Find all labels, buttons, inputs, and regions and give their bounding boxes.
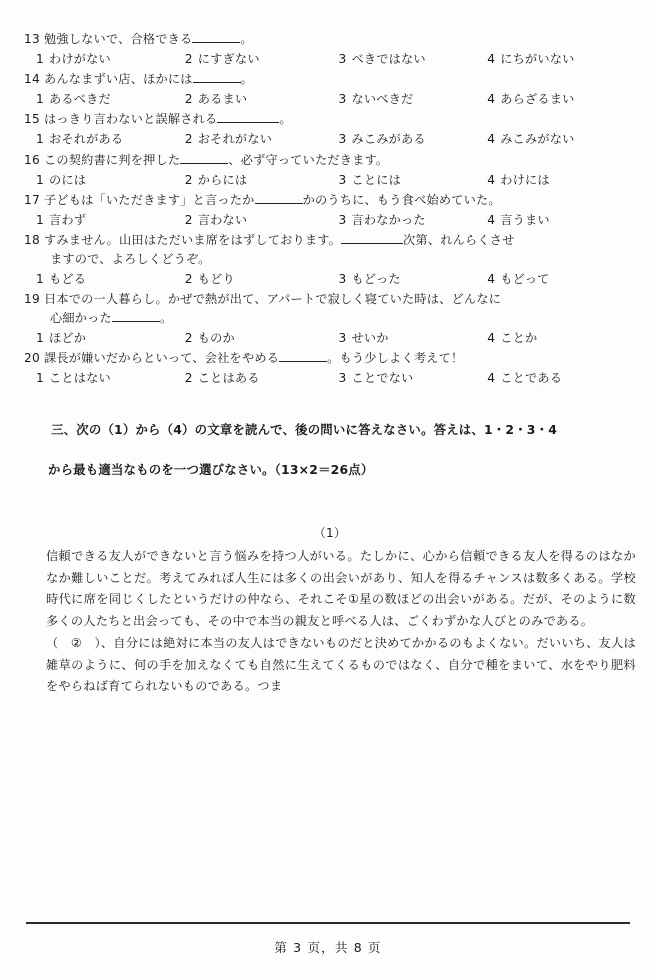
choice-index: 1 xyxy=(36,92,44,107)
choice-option[interactable] xyxy=(36,171,185,189)
choice-option[interactable] xyxy=(36,130,185,148)
stem-tail: 。 xyxy=(159,311,173,326)
choice-text: ほどか xyxy=(49,330,87,345)
choice-index: 3 xyxy=(338,132,347,147)
choice-option[interactable] xyxy=(185,50,339,68)
stem-tail: 。 xyxy=(240,32,253,46)
choice-text: ことはある xyxy=(197,371,260,386)
choice-option[interactable] xyxy=(487,270,636,288)
choice-index: 2 xyxy=(184,330,193,345)
choice-text: もどる xyxy=(49,271,87,286)
section-heading-line1: 三、次の（1）から（4）の文章を読んで、後の問いに答えなさい。答えは、1・2・3・4 xyxy=(51,421,558,437)
choice-option[interactable] xyxy=(36,329,185,347)
choice-text: わけには xyxy=(500,172,550,187)
choice-row xyxy=(24,369,636,387)
choice-index: 1 xyxy=(36,330,44,345)
answer-blank xyxy=(255,203,303,204)
question-14 xyxy=(24,70,636,108)
choice-option[interactable] xyxy=(185,369,339,387)
question-18 xyxy=(24,231,636,288)
choice-index: 2 xyxy=(184,51,193,66)
question-13 xyxy=(24,30,636,68)
choice-text: 言わず xyxy=(49,212,87,227)
choice-index: 1 xyxy=(36,51,44,66)
choice-index: 4 xyxy=(487,172,496,187)
choice-text: もどり xyxy=(197,271,235,286)
question-15 xyxy=(24,110,636,148)
choice-option[interactable] xyxy=(36,270,185,288)
choice-index: 1 xyxy=(36,371,44,386)
stem-text: 17 子どもは「いただきます」と言ったか xyxy=(24,192,255,207)
answer-blank xyxy=(217,122,279,123)
stem-text: 16 この契約書に判を押した xyxy=(24,152,181,167)
stem-tail: 。 xyxy=(279,112,292,127)
choice-text: からには xyxy=(197,172,248,187)
choice-option[interactable] xyxy=(185,211,339,229)
choice-index: 1 xyxy=(36,132,44,147)
choice-option[interactable] xyxy=(338,369,487,387)
choice-option[interactable] xyxy=(487,130,636,148)
choice-text: あらざるまい xyxy=(500,92,575,107)
choice-text: わけがない xyxy=(49,51,111,66)
question-19 xyxy=(24,290,636,347)
answer-blank xyxy=(192,42,240,43)
choice-text: みこみがない xyxy=(500,132,575,147)
choice-option[interactable] xyxy=(487,211,636,229)
choice-option[interactable] xyxy=(36,50,185,68)
question-20 xyxy=(24,349,636,387)
choice-index: 3 xyxy=(338,172,347,187)
question-stem xyxy=(24,191,636,210)
choice-option[interactable] xyxy=(487,329,636,347)
choice-text: ことはない xyxy=(49,371,111,386)
passage-paragraph: （ ② ）、自分には絶対に本当の友人はできないものだと決めてかかるのもよくない。だいいち、友人は雑草のように、何の手を加えなくても自然に生えてくるものではなく、自分で種をまいて、水をやり肥料をやらねば育てられないものである。つま xyxy=(46,635,636,694)
stem-tail: かのうちに、もう食べ始めていた。 xyxy=(302,192,501,207)
choice-option[interactable] xyxy=(36,90,185,108)
choice-index: 2 xyxy=(184,92,193,107)
choice-index: 2 xyxy=(184,212,193,227)
reading-passage xyxy=(24,546,636,698)
choice-index: 1 xyxy=(36,271,44,286)
section-heading-line2: から最も適当なものを一つ選びなさい。（13×2＝26点） xyxy=(48,461,374,477)
choice-index: 1 xyxy=(36,212,44,227)
choice-option[interactable] xyxy=(338,171,487,189)
choice-option[interactable] xyxy=(338,90,487,108)
choice-option[interactable] xyxy=(487,369,636,387)
footer-divider xyxy=(26,922,630,924)
passage-paragraph: 信頼できる友人ができないと言う悩みを持つ人がいる。たしかに、心から信頼できる友人を得るのはなかなか難しいことだ。考えてみれば人生には多くの出会いがあり、知人を得るチャンスは数多くある。学校時代に席を同じくしたというだけの仲なら、それこそ①星の数ほどの出会いがある。だが、そのように数多くの人たちと出会っても、その中で本当の親友と呼べる人は、ごくわずかな人びとのみである。 xyxy=(46,549,636,629)
choice-option[interactable] xyxy=(185,90,339,108)
answer-blank xyxy=(112,321,160,322)
choice-index: 2 xyxy=(184,271,193,286)
choice-text: あるべきだ xyxy=(49,92,111,107)
stem-tail: 、必ず守っていただきます。 xyxy=(228,152,389,167)
choice-option[interactable] xyxy=(338,130,487,148)
choice-option[interactable] xyxy=(185,270,339,288)
choice-index: 3 xyxy=(338,330,347,345)
choice-text: ことか xyxy=(500,330,538,345)
choice-index: 2 xyxy=(184,132,193,147)
choice-option[interactable] xyxy=(185,171,339,189)
choice-option[interactable] xyxy=(487,90,636,108)
question-stem xyxy=(24,70,636,89)
choice-option[interactable] xyxy=(487,171,636,189)
choice-text: ことでない xyxy=(351,371,414,386)
answer-blank xyxy=(193,82,241,83)
choice-row xyxy=(24,329,636,347)
question-17 xyxy=(24,191,636,229)
choice-row xyxy=(24,171,636,189)
question-stem xyxy=(24,151,636,170)
choice-text: にすぎない xyxy=(197,51,260,66)
choice-index: 1 xyxy=(36,172,44,187)
choice-index: 4 xyxy=(487,212,496,227)
answer-blank xyxy=(341,243,403,244)
stem-text: 18 すみません。山田はただいま席をはずしております。 xyxy=(24,233,342,248)
choice-option[interactable] xyxy=(338,329,487,347)
page-body xyxy=(24,30,636,700)
choice-index: 4 xyxy=(487,330,496,345)
page-footer: 第 3 页，共 8 页 xyxy=(274,940,382,955)
question-stem xyxy=(24,231,636,250)
choice-row xyxy=(24,90,636,108)
choice-index: 4 xyxy=(487,92,496,107)
passage-label: （1） xyxy=(313,526,347,540)
choice-index: 3 xyxy=(338,271,347,286)
choice-index: 3 xyxy=(338,371,347,386)
question-stem xyxy=(24,110,636,129)
choice-index: 2 xyxy=(184,371,193,386)
stem-tail: 。 xyxy=(240,72,254,87)
stem-tail: 次第、れんらくさせ xyxy=(403,233,515,248)
choice-index: 4 xyxy=(487,51,496,66)
stem-text: 13 勉強しないで、合格できる xyxy=(24,32,193,46)
choice-option[interactable] xyxy=(338,270,487,288)
choice-text: おそれがない xyxy=(197,132,273,147)
choice-option[interactable] xyxy=(185,130,339,148)
stem-text: 心細かった xyxy=(50,311,112,326)
section-heading xyxy=(24,399,636,520)
question-stem xyxy=(24,349,636,368)
choice-index: 4 xyxy=(487,271,496,286)
question-stem xyxy=(24,30,636,49)
choice-text: もどった xyxy=(351,271,401,286)
choice-option[interactable] xyxy=(36,369,185,387)
question-stem-line2 xyxy=(24,309,636,328)
choice-row xyxy=(24,211,636,229)
choice-index: 4 xyxy=(487,132,496,147)
choice-row xyxy=(24,270,636,288)
choice-text: にちがいない xyxy=(500,51,575,66)
choice-text: ことには xyxy=(351,172,402,187)
choice-option[interactable] xyxy=(185,329,339,347)
choice-text: ことである xyxy=(500,371,563,386)
choice-option[interactable] xyxy=(487,50,636,68)
choice-text: 言うまい xyxy=(500,212,550,227)
choice-index: 4 xyxy=(487,371,496,386)
choice-text: ないべきだ xyxy=(351,92,414,107)
choice-index: 3 xyxy=(338,212,347,227)
answer-blank xyxy=(279,361,327,362)
question-stem: 19 日本での一人暮らし。かぜで熱が出て、アパートで寂しく寝ていた時は、どんなに xyxy=(24,292,502,307)
choice-text: せいか xyxy=(351,330,389,345)
stem-tail: 。もう少しよく考えて！ xyxy=(327,351,464,366)
choice-option[interactable] xyxy=(338,50,487,68)
stem-text: 20 課長が嫌いだからといって、会社をやめる xyxy=(24,351,280,366)
choice-text: おそれがある xyxy=(49,132,124,147)
answer-blank xyxy=(180,163,228,164)
choice-row xyxy=(24,50,636,68)
choice-text: べきではない xyxy=(351,51,426,66)
choice-index: 3 xyxy=(338,92,347,107)
choice-text: みこみがある xyxy=(351,132,426,147)
question-16 xyxy=(24,151,636,189)
choice-row xyxy=(24,130,636,148)
choice-option[interactable] xyxy=(338,211,487,229)
choice-text: あるまい xyxy=(197,92,248,107)
choice-index: 3 xyxy=(338,51,347,66)
stem-text: 15 はっきり言わないと誤解される xyxy=(24,112,218,127)
choice-text: 言わなかった xyxy=(351,212,426,227)
choice-text: 言わない xyxy=(197,212,248,227)
choice-text: のには xyxy=(49,172,87,187)
question-stem-line2: ますので、よろしくどうぞ。 xyxy=(50,251,211,266)
choice-index: 2 xyxy=(184,172,193,187)
stem-text: 14 あんなまずい店、ほかには xyxy=(24,72,193,87)
choice-option[interactable] xyxy=(36,211,185,229)
choice-text: もどって xyxy=(500,271,550,286)
choice-text: ものか xyxy=(197,330,235,345)
